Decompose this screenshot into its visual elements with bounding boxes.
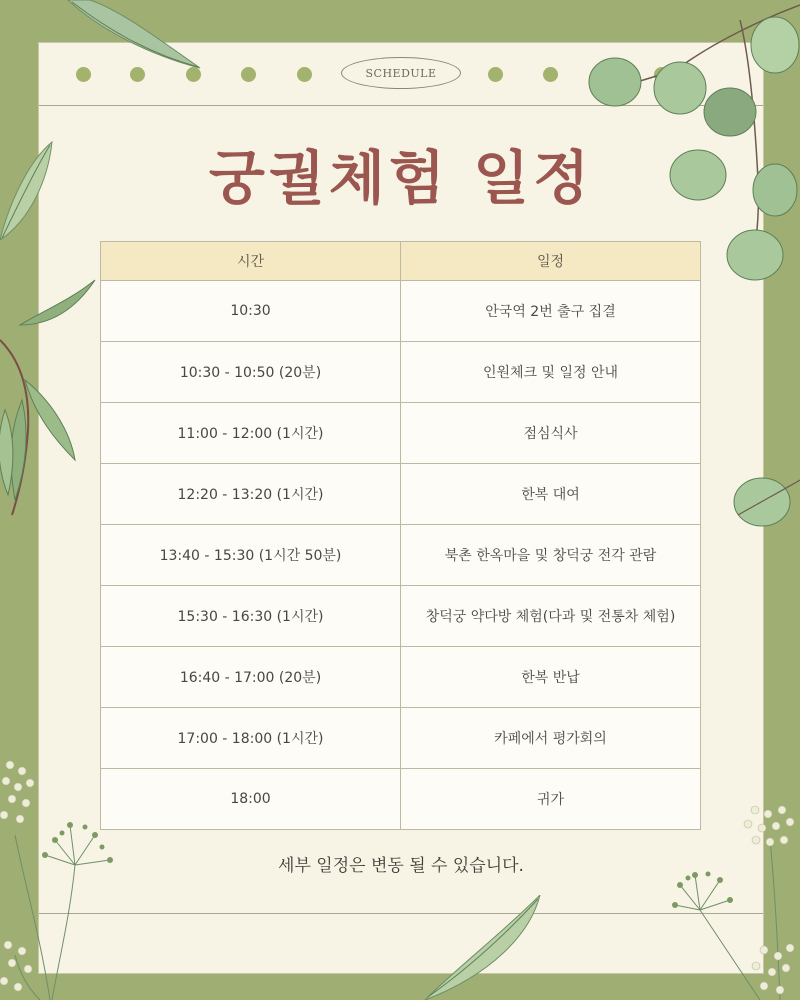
- page-title: 궁궐체험 일정: [208, 144, 594, 212]
- header-time: 시간: [101, 242, 401, 281]
- table-row: [101, 342, 701, 403]
- plan-cell: 한복 반납: [401, 647, 701, 708]
- time-cell: 15:30 - 16:30 (1시간): [101, 586, 401, 647]
- header-plan: 일정: [401, 242, 701, 281]
- notice-text: 세부 일정은 변동 될 수 있습니다.: [278, 856, 524, 876]
- table-header-row: [101, 242, 701, 281]
- time-cell: 16:40 - 17:00 (20분): [101, 647, 401, 708]
- dot: [130, 67, 145, 82]
- time-cell: 10:30 - 10:50 (20분): [101, 342, 401, 403]
- dot: [297, 67, 312, 82]
- plan-cell: 창덕궁 약다방 체험(다과 및 전통차 체험): [401, 586, 701, 647]
- top-divider: [39, 105, 763, 106]
- plan-cell: 안국역 2번 출구 집결: [401, 281, 701, 342]
- table-row: [101, 769, 701, 830]
- time-cell: 17:00 - 18:00 (1시간): [101, 708, 401, 769]
- table-row: [101, 464, 701, 525]
- plan-cell: 한복 대여: [401, 464, 701, 525]
- table-row: [101, 586, 701, 647]
- bottom-divider: [39, 913, 763, 914]
- time-cell: 18:00: [101, 769, 401, 830]
- time-cell: 12:20 - 13:20 (1시간): [101, 464, 401, 525]
- schedule-card: [38, 42, 764, 974]
- plan-cell: 귀가: [401, 769, 701, 830]
- table-row: [101, 281, 701, 342]
- schedule-badge: SCHEDULE: [341, 57, 461, 89]
- dot: [488, 67, 503, 82]
- table-row: [101, 403, 701, 464]
- dot: [599, 67, 614, 82]
- time-cell: 10:30: [101, 281, 401, 342]
- plan-cell: 인원체크 및 일정 안내: [401, 342, 701, 403]
- dot: [76, 67, 91, 82]
- plan-cell: 점심식사: [401, 403, 701, 464]
- dot: [186, 67, 201, 82]
- dot: [543, 67, 558, 82]
- table-row: [101, 525, 701, 586]
- dot: [654, 67, 669, 82]
- time-cell: 11:00 - 12:00 (1시간): [101, 403, 401, 464]
- table-row: [101, 647, 701, 708]
- time-cell: 13:40 - 15:30 (1시간 50분): [101, 525, 401, 586]
- schedule-table: [100, 241, 701, 830]
- plan-cell: 북촌 한옥마을 및 창덕궁 전각 관람: [401, 525, 701, 586]
- table-row: [101, 708, 701, 769]
- plan-cell: 카페에서 평가회의: [401, 708, 701, 769]
- dot: [241, 67, 256, 82]
